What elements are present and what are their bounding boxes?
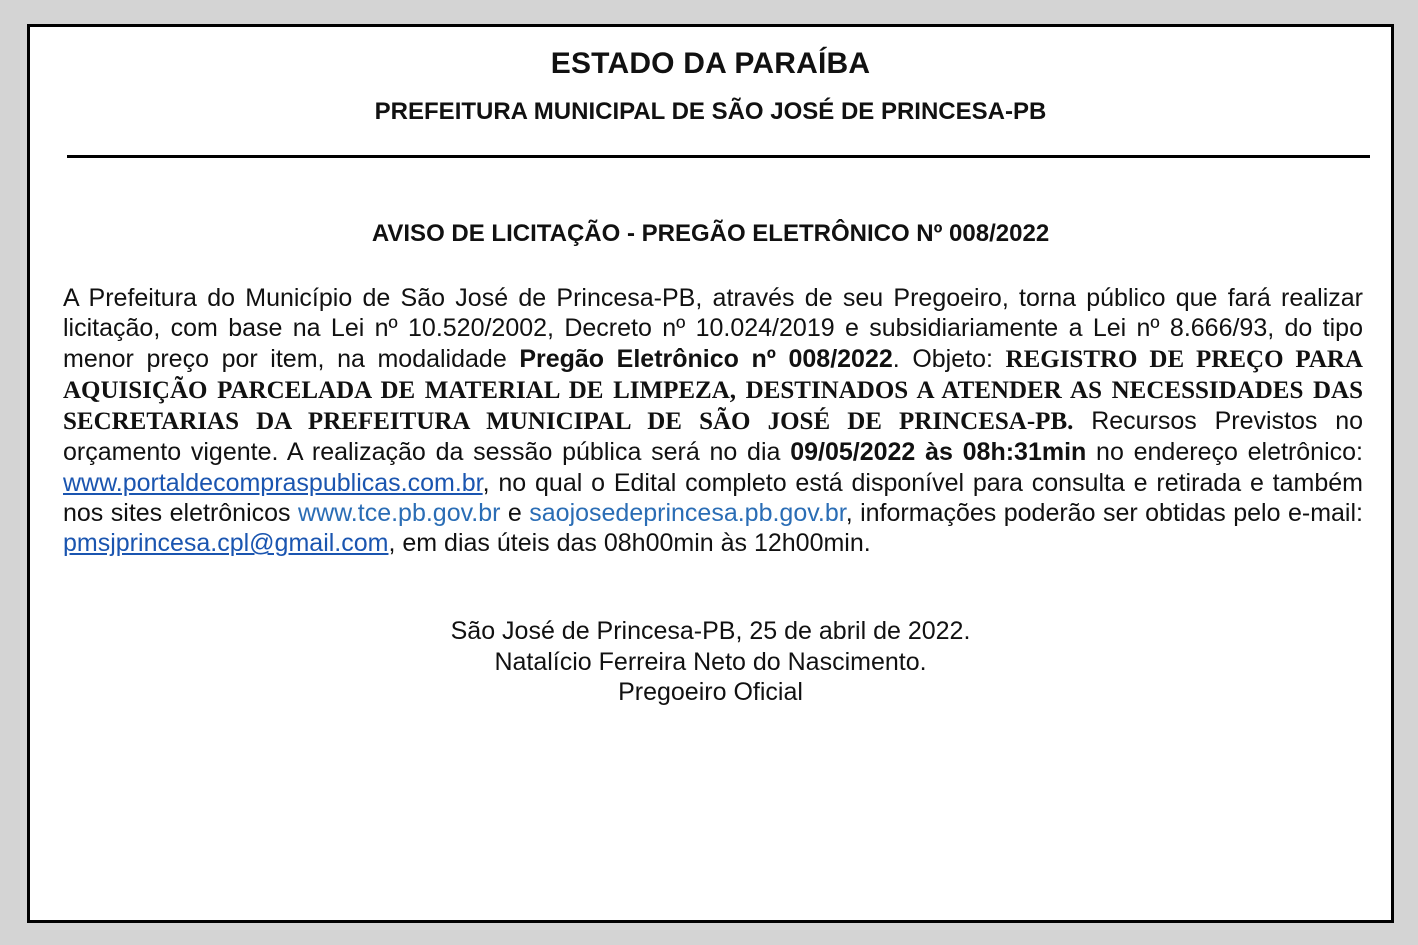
- tce-site-link[interactable]: www.tce.pb.gov.br: [298, 499, 501, 528]
- body-text-email-label: , informações poderão ser obtidas pelo e-mail:: [845, 499, 1363, 528]
- body-text-address: no endereço eletrônico:: [1086, 438, 1363, 467]
- municipio-site-link[interactable]: saojosedeprincesa.pb.gov.br: [529, 499, 846, 528]
- prefeitura-heading: PREFEITURA MUNICIPAL DE SÃO JOSÉ DE PRINCESA-PB: [374, 98, 1047, 125]
- body-text-intro: A Prefeitura do Município de São José de Princesa-PB, através de seu Pregoeiro, torna público que fará realizar licitação, com base na Lei nº 10.520/2002, Decreto nº 10.024/2019 e subsidiariamente a Lei nº 8.666/93, do tipo menor preço por item, na modalidade: [63, 284, 1363, 373]
- notice-document: [27, 24, 1394, 923]
- place-date: São José de Princesa-PB, 25 de abril de 2022.: [450, 617, 971, 645]
- signatory-name: Natalício Ferreira Neto do Nascimento.: [494, 647, 927, 676]
- session-datetime: 09/05/2022 às 08h:31min: [790, 438, 1087, 467]
- header-divider: [67, 155, 1370, 158]
- modalidade-text: Pregão Eletrônico nº 008/2022: [519, 344, 893, 373]
- objeto-text: REGISTRO DE PREÇO PARA AQUISIÇÃO PARCELADA DE MATERIAL DE LIMPEZA, DESTINADOS A ATENDER AS NECESSIDADES DAS SECRETARIAS DA PREFEITURA MUNICIPAL DE SÃO JOSÉ DE PRINCESA-PB.: [63, 345, 1363, 436]
- notice-body: [63, 283, 1363, 559]
- body-text-hours: , em dias úteis das 08h00min às 12h00min.: [388, 529, 871, 558]
- notice-title: AVISO DE LICITAÇÃO - PREGÃO ELETRÔNICO Nº 008/2022: [371, 220, 1050, 247]
- email-link[interactable]: pmsjprincesa.cpl@gmail.com: [63, 529, 389, 558]
- body-text-edital: , no qual o Edital completo está disponível para consulta e retirada e também nos sites eletrônicos: [63, 468, 1363, 528]
- body-text-session: Recursos Previstos no orçamento vigente. A realização da sessão pública será no dia: [63, 407, 1364, 467]
- portal-link[interactable]: www.portaldecompraspublicas.com.br: [63, 468, 483, 497]
- signatory-role: Pregoeiro Oficial: [618, 678, 803, 706]
- body-text-objeto-label: . Objeto:: [892, 344, 1006, 373]
- body-text-and: e: [500, 499, 530, 528]
- signature-block: [30, 616, 1391, 708]
- state-heading: ESTADO DA PARAÍBA: [550, 47, 871, 80]
